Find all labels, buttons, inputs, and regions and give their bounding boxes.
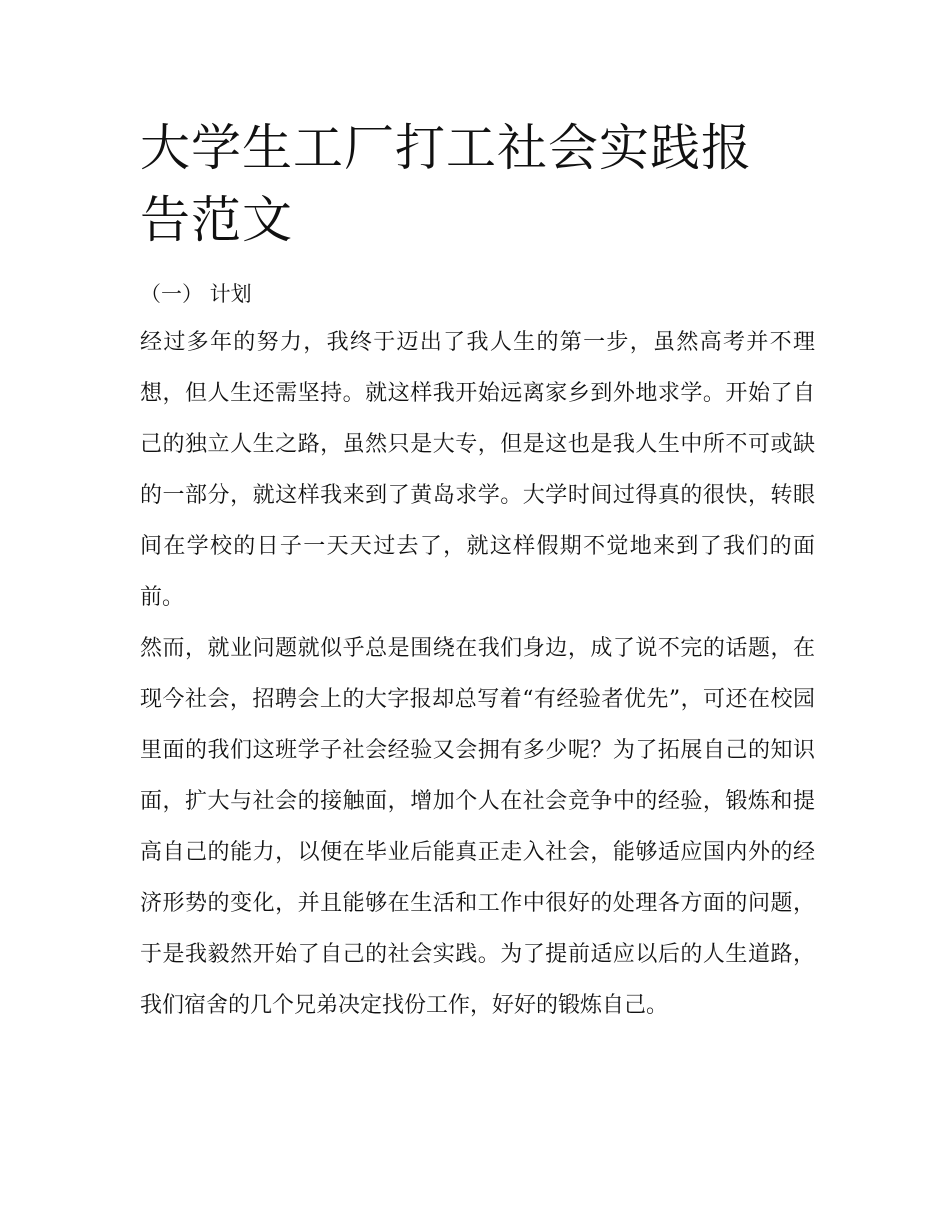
paragraph-1: 经过多年的努力，我终于迈出了我人生的第一步，虽然高考并不理想，但人生还需坚持。就这样我开始远离家乡到外地求学。开始了自己的独立人生之路，虽然只是大专，但是这也是我人生中所不可或缺的一部分，就这样我来到了黄岛求学。大学时间过得真的很快，转眼间在学校的日子一天天过去了，就这样假期不觉地来到了我们的面前。 (140, 330, 815, 610)
document-title: 大学生工厂打工社会实践报告范文 (140, 119, 752, 249)
section-heading: （一） 计划 (140, 282, 252, 306)
paragraph-2: 然而，就业问题就似乎总是围绕在我们身边，成了说不完的话题，在现今社会，招聘会上的大字报却总写着“有经验者优先”，可还在校园里面的我们这班学子社会经验又会拥有多少呢？为了拓展自己的知识面，扩大与社会的接触面，增加个人在社会竞争中的经验，锻炼和提高自己的能力，以便在毕业后能真正走入社会，能够适应国内外的经济形势的变化，并且能够在生活和工作中很好的处理各方面的问题，于是我毅然开始了自己的社会实践。为了提前适应以后的人生道路，我们宿舍的几个兄弟决定找份工作，好好的锻炼自己。 (140, 636, 815, 1018)
document-body (140, 112, 815, 1031)
